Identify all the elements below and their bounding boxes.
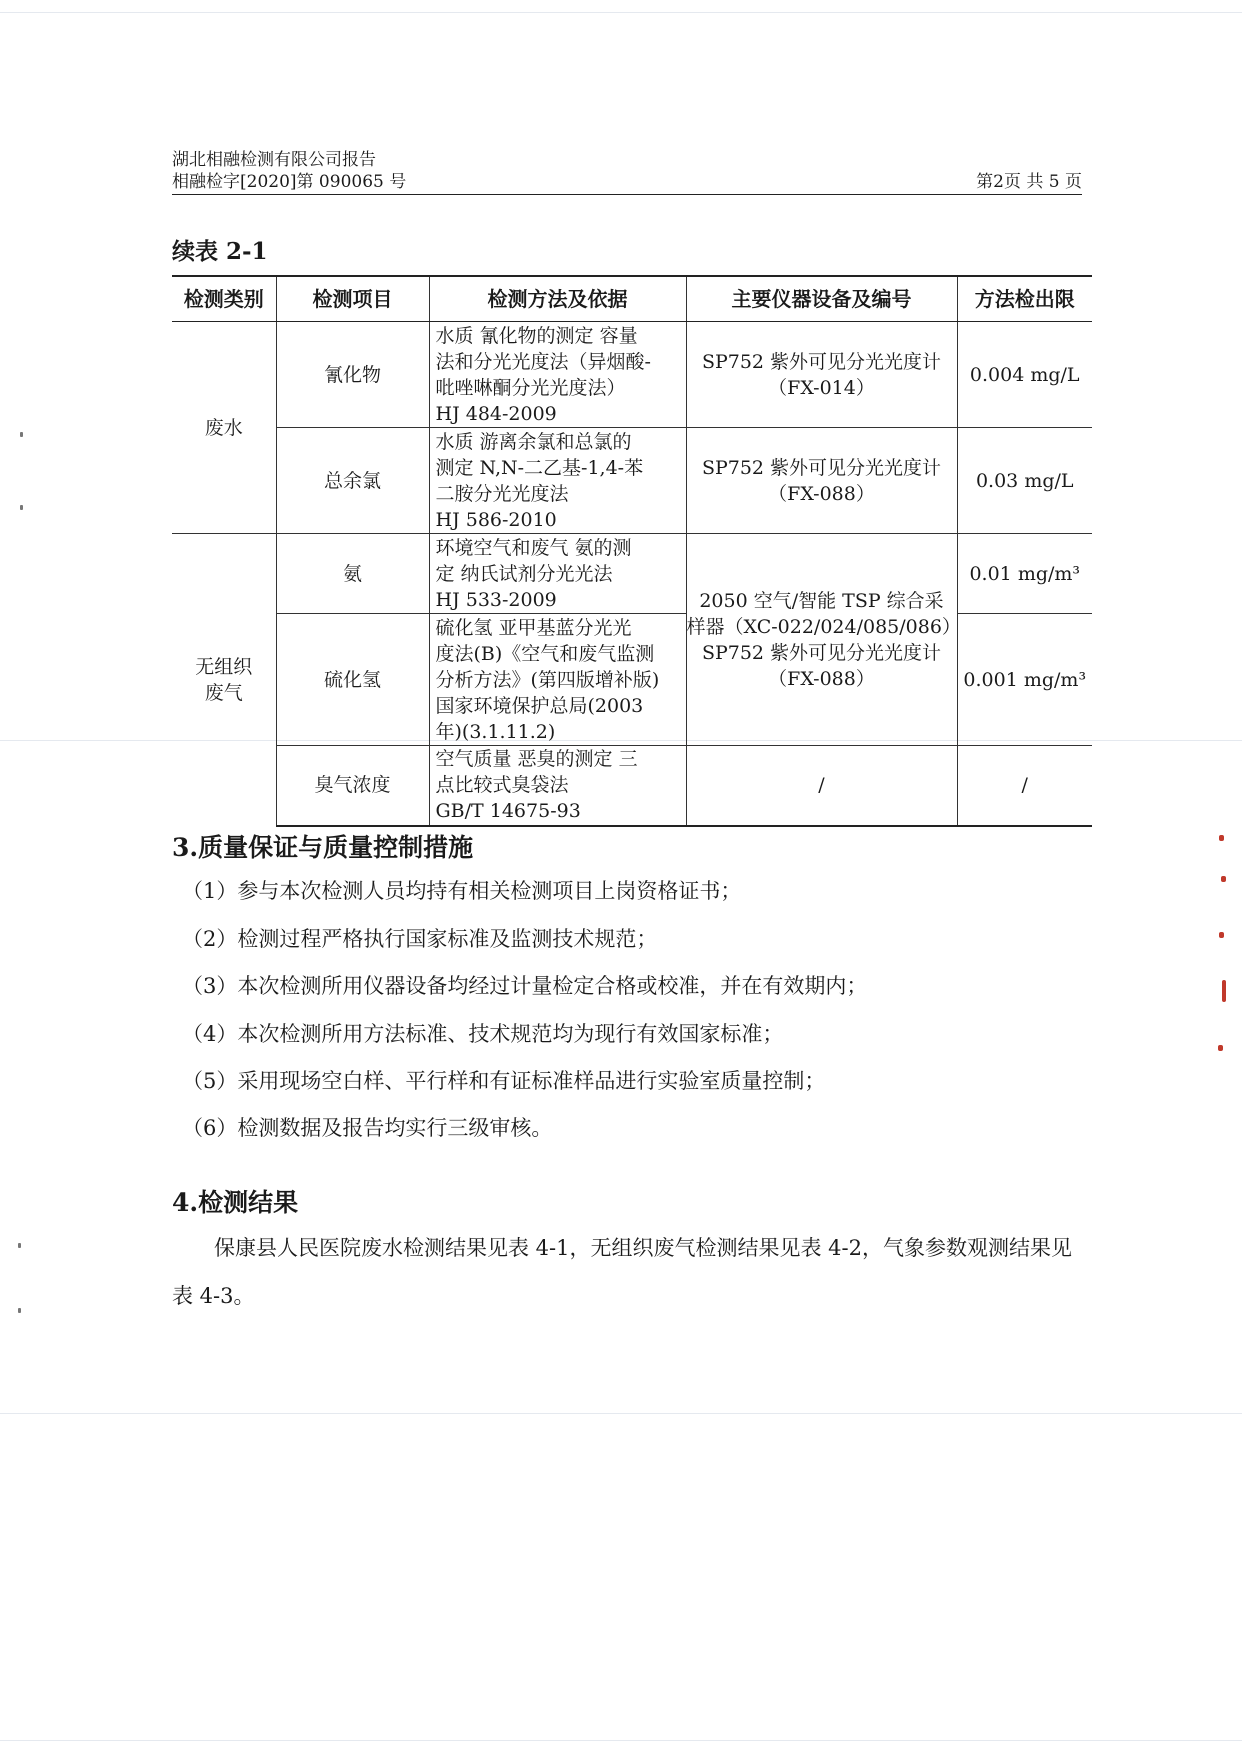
limit-cell xyxy=(957,322,1092,428)
limit-cell xyxy=(957,534,1092,614)
method-line: 空气质量 恶臭的测定 三 xyxy=(435,748,638,771)
limit-value: 0.001 mg/m³ xyxy=(963,668,1087,691)
item-label: 氨 xyxy=(342,562,362,585)
table-row xyxy=(172,746,1092,826)
method-line: 环境空气和废气 氨的测 xyxy=(435,536,632,559)
method-line: HJ 484-2009 xyxy=(435,402,557,425)
seal-fragment xyxy=(1222,980,1226,1002)
limit-cell xyxy=(957,614,1092,746)
header-company xyxy=(172,150,1082,170)
limit-cell xyxy=(957,746,1092,826)
category-cell xyxy=(172,322,276,534)
instrument-line: SP752 紫外可见分光光度计 xyxy=(701,456,942,479)
seal-fragment xyxy=(1219,932,1224,938)
col-header-item: 检测项目 xyxy=(276,276,429,322)
scan-dot xyxy=(20,432,23,437)
category-label: 无组织 xyxy=(195,655,253,678)
section-3-heading: 3.质量保证与质量控制措施 xyxy=(172,833,474,862)
method-line: 定 纳氏试剂分光光法 xyxy=(435,562,613,585)
item-label: 臭气浓度 xyxy=(314,774,391,797)
qa-item: （4）本次检测所用方法标准、技术规范均为现行有效国家标准； xyxy=(182,1022,784,1046)
seal-fragment xyxy=(1221,876,1226,882)
instrument-cell xyxy=(686,322,957,428)
scan-dot xyxy=(18,1308,21,1313)
standards-table xyxy=(172,275,1092,827)
instrument-line: 2050 空气/智能 TSP 综合采 xyxy=(699,589,944,612)
method-cell xyxy=(429,534,686,614)
section-4-heading: 4.检测结果 xyxy=(172,1188,299,1217)
col-header-category: 检测类别 xyxy=(172,276,276,322)
header-rule xyxy=(172,194,1082,195)
method-cell xyxy=(429,428,686,534)
limit-value: 0.004 mg/L xyxy=(969,363,1080,386)
method-line: 硫化氢 亚甲基蓝分光光 xyxy=(435,616,632,639)
method-line: 度法(B)《空气和废气监测 xyxy=(435,642,655,665)
qa-item: （6）检测数据及报告均实行三级审核。 xyxy=(182,1116,553,1140)
scan-band xyxy=(0,1740,1242,1741)
item-label: 总余氯 xyxy=(323,469,381,492)
category-label: 废水 xyxy=(204,416,243,439)
method-line: GB/T 14675-93 xyxy=(435,800,581,823)
report-number: 相融检字[2020]第 090065 号 xyxy=(172,172,407,192)
instrument-line: 样器（XC-022/024/085/086） xyxy=(686,615,961,638)
method-cell xyxy=(429,614,686,746)
method-line: 分析方法》(第四版增补版) xyxy=(435,668,660,691)
scan-dot xyxy=(18,1243,21,1248)
method-cell xyxy=(429,746,686,826)
item-label: 硫化氢 xyxy=(323,668,381,691)
results-paragraph: 保康县人民医院废水检测结果见表 4-1，无组织废气检测结果见表 4-2，气象参数观测结果见表 4-3。 xyxy=(172,1236,1072,1308)
instrument-cell xyxy=(686,746,957,826)
category-cell xyxy=(172,534,276,826)
instrument-cell xyxy=(686,428,957,534)
table-row xyxy=(172,428,1092,534)
scan-dot xyxy=(20,505,23,510)
item-cell xyxy=(276,534,429,614)
col-header-method: 检测方法及依据 xyxy=(429,276,686,322)
method-line: 国家环境保护总局(2003 xyxy=(435,694,644,717)
instrument-line: （FX-014） xyxy=(768,376,875,399)
item-cell xyxy=(276,322,429,428)
method-line: 点比较式臭袋法 xyxy=(435,774,569,797)
method-line: 水质 游离余氯和总氯的 xyxy=(435,430,632,453)
table-header-row xyxy=(172,276,1092,322)
method-line: HJ 586-2010 xyxy=(435,508,557,531)
item-label: 氰化物 xyxy=(323,363,381,386)
limit-cell xyxy=(957,428,1092,534)
method-line: 年)(3.1.11.2) xyxy=(435,720,556,743)
table-row xyxy=(172,322,1092,428)
qa-item: （1）参与本次检测人员均持有相关检测项目上岗资格证书； xyxy=(182,879,742,903)
method-cell xyxy=(429,322,686,428)
page-number: 第2页 共 5 页 xyxy=(976,172,1082,192)
instrument-line: SP752 紫外可见分光光度计 xyxy=(701,641,942,664)
seal-fragment xyxy=(1219,835,1224,841)
method-line: 法和分光光度法（异烟酸- xyxy=(435,350,651,373)
scan-band xyxy=(0,12,1242,13)
instrument-line: （FX-088） xyxy=(768,482,875,505)
instrument-line: SP752 紫外可见分光光度计 xyxy=(701,350,942,373)
method-line: 吡唑啉酮分光光度法） xyxy=(435,376,626,399)
seal-fragment xyxy=(1218,1045,1223,1051)
instrument-cell xyxy=(686,534,961,746)
qa-item: （5）采用现场空白样、平行样和有证标准样品进行实验室质量控制； xyxy=(182,1069,826,1093)
header-report-line xyxy=(172,172,1082,192)
table-title: 续表 2-1 xyxy=(172,238,268,265)
table-row xyxy=(172,534,1092,614)
limit-value: 0.03 mg/L xyxy=(975,469,1074,492)
instrument-line: / xyxy=(818,774,825,797)
item-cell xyxy=(276,746,429,826)
method-line: 测定 N,N-二乙基-1,4-苯 xyxy=(435,456,644,479)
limit-value: 0.01 mg/m³ xyxy=(969,562,1081,585)
limit-value: / xyxy=(1021,774,1028,797)
method-line: 水质 氰化物的测定 容量 xyxy=(435,324,638,347)
instrument-line: （FX-088） xyxy=(768,667,875,690)
company-name: 湖北相融检测有限公司报告 xyxy=(172,150,376,170)
method-line: HJ 533-2009 xyxy=(435,588,557,611)
item-cell xyxy=(276,428,429,534)
qa-item: （3）本次检测所用仪器设备均经过计量检定合格或校准，并在有效期内； xyxy=(182,974,868,998)
col-header-limit: 方法检出限 xyxy=(957,276,1092,322)
qa-item: （2）检测过程严格执行国家标准及监测技术规范； xyxy=(182,927,658,951)
col-header-instrument: 主要仪器设备及编号 xyxy=(686,276,957,322)
item-cell xyxy=(276,614,429,746)
method-line: 二胺分光光度法 xyxy=(435,482,569,505)
scan-band xyxy=(0,1413,1242,1414)
category-label: 废气 xyxy=(204,681,243,704)
